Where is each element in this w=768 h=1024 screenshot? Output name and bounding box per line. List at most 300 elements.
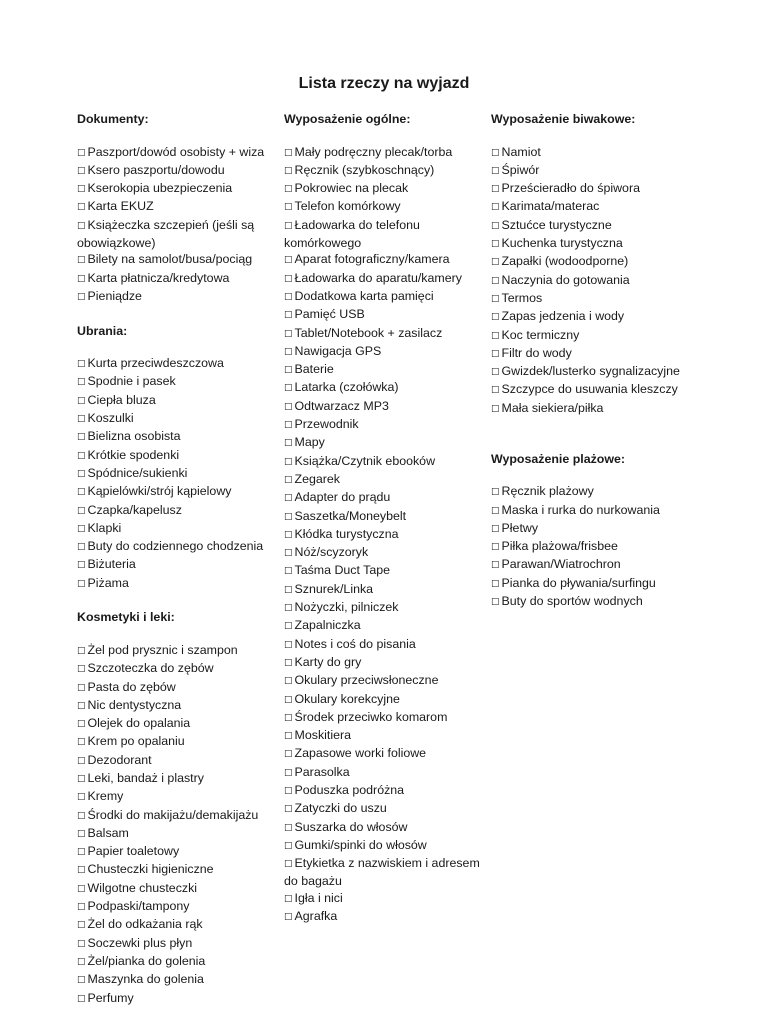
checkbox-icon[interactable]: ☐ [77,664,86,676]
checklist-item[interactable] [284,379,489,397]
checkbox-icon[interactable]: ☐ [77,487,86,499]
item-label: Telefon komórkowy [294,199,401,214]
checkbox-icon[interactable]: ☐ [77,975,86,987]
column-3 [491,111,706,611]
checklist-item[interactable] [77,843,282,861]
checkbox-icon[interactable]: ☐ [491,560,500,572]
checkbox-icon[interactable]: ☐ [77,147,86,159]
checklist-item[interactable] [491,217,706,235]
checkbox-icon[interactable]: ☐ [491,487,500,499]
checklist-item[interactable] [284,837,489,855]
checklist-item[interactable] [77,428,282,446]
checklist [491,483,706,611]
checklist-item[interactable] [491,502,706,520]
checklist-item[interactable] [77,807,282,825]
item-label: Taśma Duct Tape [294,563,391,578]
checklist-item[interactable] [77,355,282,373]
checklist-item[interactable] [77,144,282,162]
item-label: Nawigacja GPS [294,343,382,358]
checklist-item[interactable] [77,660,282,678]
checkbox-icon[interactable]: ☐ [284,621,293,633]
item-label: Naczynia do gotowania [501,272,630,287]
checkbox-icon[interactable]: ☐ [77,202,86,214]
checklist-item[interactable] [284,745,489,763]
item-label: Aparat fotograficzny/kamera [294,252,450,267]
checkbox-icon[interactable]: ☐ [284,566,293,578]
checklist-item[interactable] [491,162,706,180]
checkbox-icon[interactable]: ☐ [284,474,293,486]
checklist-item[interactable] [491,538,706,556]
section-title: Wyposażenie plażowe: [491,451,626,466]
checklist-item[interactable] [284,800,489,818]
checkbox-icon[interactable]: ☐ [284,328,293,340]
checklist-item[interactable] [77,880,282,898]
checklist-item[interactable] [77,715,282,733]
checklist-item[interactable] [491,327,706,345]
checkbox-icon[interactable]: ☐ [284,731,293,743]
checkbox-icon[interactable]: ☐ [284,657,293,669]
checkbox-icon[interactable]: ☐ [284,456,293,468]
item-label: Gwizdek/lusterko sygnalizacyjne [501,364,680,379]
checkbox-icon[interactable]: ☐ [77,505,86,517]
checklist-item[interactable] [284,288,489,306]
checklist-item[interactable] [77,752,282,770]
item-label: Wilgotne chusteczki [87,880,198,895]
item-label: Kurta przeciwdeszczowa [87,356,224,371]
item-label: Biżuteria [87,557,136,572]
checkbox-icon[interactable]: ☐ [284,712,293,724]
checkbox-icon[interactable]: ☐ [77,432,86,444]
checkbox-icon[interactable]: ☐ [284,420,293,432]
item-label: Spódnice/sukienki [87,465,188,480]
checkbox-icon[interactable]: ☐ [77,737,86,749]
checkbox-icon[interactable]: ☐ [284,584,293,596]
item-label: Czapka/kapelusz [87,502,182,517]
checklist-item[interactable] [491,400,706,418]
checklist-item[interactable] [284,544,489,562]
checkbox-icon[interactable]: ☐ [77,938,86,950]
item-label: Koc termiczny [501,327,580,342]
checklist-item[interactable] [284,599,489,617]
checkbox-icon[interactable]: ☐ [77,865,86,877]
item-label: Baterie [294,362,334,377]
item-label: Przewodnik [294,417,359,432]
item-label: Karimata/materac [501,199,600,214]
item-label: Suszarka do włosów [294,819,408,834]
checklist-item[interactable] [284,636,489,654]
checkbox-icon[interactable]: ☐ [284,184,293,196]
checkbox-icon[interactable]: ☐ [77,291,86,303]
checkbox-icon[interactable]: ☐ [77,810,86,822]
checklist-item[interactable] [77,483,282,501]
checklist-item[interactable] [284,617,489,635]
checkbox-icon[interactable]: ☐ [77,578,86,590]
checkbox-icon[interactable]: ☐ [491,165,500,177]
checkbox-icon[interactable]: ☐ [77,902,86,914]
item-label: Krem po opalaniu [87,734,185,749]
checkbox-icon[interactable]: ☐ [77,755,86,767]
item-label: Dodatkowa karta pamięci [294,288,434,303]
item-label: Ciepła bluza [87,392,156,407]
item-label: Kserokopia ubezpieczenia [87,181,233,196]
checklist-item[interactable] [491,575,706,593]
section-dokumenty [77,111,282,306]
checkbox-icon[interactable]: ☐ [77,184,86,196]
checkbox-icon[interactable]: ☐ [284,840,293,852]
item-label: Szczoteczka do zębów [87,661,214,676]
checklist-item[interactable] [77,538,282,556]
item-label: Ksero paszportu/dowodu [87,162,225,177]
item-label: Płetwy [501,520,539,535]
checklist-item[interactable] [284,855,489,890]
checklist-item[interactable] [284,908,489,926]
checkbox-icon[interactable]: ☐ [491,542,500,554]
item-label: Żel do odkażania rąk [87,917,203,932]
checkbox-icon[interactable]: ☐ [284,694,293,706]
checkbox-icon[interactable]: ☐ [284,147,293,159]
item-label: Pokrowiec na plecak [294,181,409,196]
checklist-item[interactable] [77,392,282,410]
checkbox-icon[interactable]: ☐ [284,912,293,924]
item-label: Podpaski/tampony [87,899,190,914]
checkbox-icon[interactable]: ☐ [77,255,86,267]
checkbox-icon[interactable]: ☐ [491,505,500,517]
checkbox-icon[interactable]: ☐ [491,239,500,251]
checklist-item[interactable] [77,990,282,1008]
checkbox-icon[interactable]: ☐ [491,403,500,415]
checklist-item[interactable] [284,890,489,908]
checklist-item[interactable] [77,916,282,934]
checklist-item[interactable] [491,290,706,308]
checklist-item[interactable] [284,398,489,416]
item-label: Kremy [87,789,124,804]
checkbox-icon[interactable]: ☐ [284,511,293,523]
checkbox-icon[interactable]: ☐ [284,220,293,232]
item-label: Klapki [87,520,122,535]
item-label: Igła i nici [294,890,343,905]
checkbox-icon[interactable]: ☐ [77,883,86,895]
item-label: Sznurek/Linka [294,581,374,596]
checklist-item[interactable] [77,642,282,660]
checkbox-icon[interactable]: ☐ [491,312,500,324]
item-label: Pamięć USB [294,307,365,322]
checklist-item[interactable] [491,483,706,501]
checkbox-icon[interactable]: ☐ [284,859,293,871]
checkbox-icon[interactable]: ☐ [491,367,500,379]
checklist-item[interactable] [77,447,282,465]
checklist-item[interactable] [284,727,489,745]
checkbox-icon[interactable]: ☐ [284,165,293,177]
item-label: Nic dentystyczna [87,697,182,712]
checkbox-icon[interactable]: ☐ [77,468,86,480]
checkbox-icon[interactable]: ☐ [491,385,500,397]
checkbox-icon[interactable]: ☐ [491,184,500,196]
checkbox-icon[interactable]: ☐ [284,365,293,377]
column-1 [77,111,282,1008]
checklist-item[interactable] [284,672,489,690]
checklist-item[interactable] [77,217,282,252]
checkbox-icon[interactable]: ☐ [491,202,500,214]
item-label: Dezodorant [87,752,152,767]
checklist-item[interactable] [284,144,489,162]
checkbox-icon[interactable]: ☐ [491,578,500,590]
checkbox-icon[interactable]: ☐ [491,330,500,342]
item-label: Maska i rurka do nurkowania [501,502,660,517]
item-label: Szczypce do usuwania kleszczy [501,382,678,397]
item-label: Środek przeciwko komarom [294,709,448,724]
item-label: Karta EKUZ [87,199,154,214]
item-label: Notes i coś do pisania [294,636,416,651]
checkbox-icon[interactable]: ☐ [284,346,293,358]
item-label: Pianka do pływania/surfingu [501,575,656,590]
checklist-item[interactable] [284,526,489,544]
item-label: Mały podręczny plecak/torba [294,144,453,159]
checkbox-icon[interactable]: ☐ [284,273,293,285]
checklist-item[interactable] [491,253,706,271]
item-label: Sztućce turystyczne [501,217,612,232]
checklist-item[interactable] [491,345,706,363]
page-title: Lista rzeczy na wyjazd [298,75,470,92]
checkbox-icon[interactable]: ☐ [77,220,86,232]
checkbox-icon[interactable]: ☐ [77,273,86,285]
checkbox-icon[interactable]: ☐ [284,438,293,450]
checkbox-icon[interactable]: ☐ [284,529,293,541]
checkbox-icon[interactable]: ☐ [491,348,500,360]
checkbox-icon[interactable]: ☐ [77,542,86,554]
checklist-item[interactable] [284,709,489,727]
checklist-item[interactable] [77,502,282,520]
checkbox-icon[interactable]: ☐ [491,257,500,269]
checklist-item[interactable] [284,691,489,709]
item-label: Ładowarka do aparatu/kamery [294,270,462,285]
item-label: Bielizna osobista [87,429,181,444]
checklist [77,355,282,593]
checkbox-icon[interactable]: ☐ [77,523,86,535]
checkbox-icon[interactable]: ☐ [77,165,86,177]
item-label: Ręcznik plażowy [501,484,594,499]
checklist-item[interactable] [491,381,706,399]
checklist-item[interactable] [77,953,282,971]
checkbox-icon[interactable]: ☐ [77,847,86,859]
checkbox-icon[interactable]: ☐ [491,275,500,287]
checklist-item[interactable] [77,788,282,806]
checklist-item[interactable] [491,520,706,538]
checkbox-icon[interactable]: ☐ [77,395,86,407]
checkbox-icon[interactable]: ☐ [284,639,293,651]
item-label: Karty do gry [294,654,362,669]
item-label: Mapy [294,435,325,450]
item-label: Nożyczki, pilniczek [294,600,399,615]
checklist-item[interactable] [77,733,282,751]
checkbox-icon[interactable]: ☐ [77,920,86,932]
item-label: Mała siekiera/piłka [501,400,604,415]
checkbox-icon[interactable]: ☐ [77,956,86,968]
checkbox-icon[interactable]: ☐ [284,785,293,797]
checklist-item[interactable] [491,180,706,198]
checkbox-icon[interactable]: ☐ [77,645,86,657]
section-title: Kosmetyki i leki: [77,610,175,625]
checklist-item[interactable] [284,198,489,216]
checkbox-icon[interactable]: ☐ [491,220,500,232]
checklist-item[interactable] [284,270,489,288]
item-label: Karta płatnicza/kredytowa [87,270,230,285]
checklist-item[interactable] [284,489,489,507]
checkbox-icon[interactable]: ☐ [284,749,293,761]
checkbox-icon[interactable]: ☐ [284,202,293,214]
item-label: Zapalniczka [294,618,361,633]
checklist-item[interactable] [284,416,489,434]
checkbox-icon[interactable]: ☐ [284,401,293,413]
checklist-item[interactable] [77,898,282,916]
section-kosmetyki-i-leki [77,609,282,1008]
checklist-item[interactable] [77,575,282,593]
checkbox-icon[interactable]: ☐ [284,548,293,560]
item-label: Śpiwór [501,162,540,177]
checklist-item[interactable] [77,520,282,538]
checklist [491,144,706,418]
checkbox-icon[interactable]: ☐ [284,804,293,816]
checklist-item[interactable] [77,288,282,306]
checkbox-icon[interactable]: ☐ [491,147,500,159]
item-label: Piłka plażowa/frisbee [501,539,618,554]
checkbox-icon[interactable]: ☐ [77,359,86,371]
checkbox-icon[interactable]: ☐ [284,383,293,395]
checkbox-icon[interactable]: ☐ [284,255,293,267]
item-label: Balsam [87,825,129,840]
item-label: Poduszka podróżna [294,782,405,797]
checkbox-icon[interactable]: ☐ [284,893,293,905]
checkbox-icon[interactable]: ☐ [284,822,293,834]
checkbox-icon[interactable]: ☐ [284,767,293,779]
item-label: Kłódka turystyczna [294,526,399,541]
checklist-item[interactable] [77,465,282,483]
checklist-item[interactable] [284,562,489,580]
checklist-item[interactable] [491,363,706,381]
checkbox-icon[interactable]: ☐ [491,293,500,305]
checklist-item[interactable] [77,679,282,697]
checklist-item[interactable] [77,180,282,198]
checkbox-icon[interactable]: ☐ [284,493,293,505]
checklist-item[interactable] [284,251,489,269]
checklist-item[interactable] [284,325,489,343]
checklist-item[interactable] [491,235,706,253]
item-label: Nóż/scyzoryk [294,545,369,560]
checkbox-icon[interactable]: ☐ [77,993,86,1005]
checklist-item[interactable] [77,270,282,288]
checklist-item[interactable] [491,198,706,216]
checklist-item[interactable] [491,556,706,574]
item-label: Spodnie i pasek [87,374,176,389]
item-label: Olejek do opalania [87,716,191,731]
checkbox-icon[interactable]: ☐ [77,560,86,572]
item-label: Kąpielówki/strój kąpielowy [87,484,232,499]
checklist-item[interactable] [284,361,489,379]
checklist-item[interactable] [284,434,489,452]
checklist-item[interactable] [284,819,489,837]
item-label: Filtr do wody [501,345,572,360]
checkbox-icon[interactable]: ☐ [284,291,293,303]
checkbox-icon[interactable]: ☐ [77,377,86,389]
item-label: Okulary korekcyjne [294,691,400,706]
checkbox-icon[interactable]: ☐ [77,414,86,426]
checklist [77,642,282,1008]
item-label: Koszulki [87,411,134,426]
item-label: Zapałki (wodoodporne) [501,254,629,269]
checklist-item[interactable] [77,198,282,216]
checkbox-icon[interactable]: ☐ [77,450,86,462]
section-title: Dokumenty: [77,112,149,126]
checkbox-icon[interactable]: ☐ [491,523,500,535]
item-label: Piżama [87,575,129,590]
checklist-item[interactable] [77,770,282,788]
item-label: Krótkie spodenki [87,447,180,462]
checklist-item[interactable] [284,654,489,672]
checkbox-icon[interactable]: ☐ [77,682,86,694]
item-label: Odtwarzacz MP3 [294,398,389,413]
checkbox-icon[interactable]: ☐ [284,603,293,615]
item-label: Środki do makijażu/demakijażu [87,807,259,822]
item-label: Buty do sportów wodnych [501,594,643,609]
checkbox-icon[interactable]: ☐ [77,719,86,731]
item-label: Chusteczki higieniczne [87,862,214,877]
section-ubrania [77,323,282,593]
checklist-item[interactable] [77,251,282,269]
item-label: Buty do codziennego chodzenia [87,539,264,554]
checkbox-icon[interactable]: ☐ [77,792,86,804]
checkbox-icon[interactable]: ☐ [491,597,500,609]
item-label: Okulary przeciwsłoneczne [294,673,439,688]
checklist-item[interactable] [284,508,489,526]
checklist-item[interactable] [77,935,282,953]
item-label: Prześcieradło do śpiwora [501,181,640,196]
checklist-item[interactable] [77,697,282,715]
checklist-item[interactable] [284,162,489,180]
checkbox-icon[interactable]: ☐ [284,310,293,322]
checklist-item[interactable] [77,861,282,879]
item-label: Tablet/Notebook + zasilacz [294,325,443,340]
checklist-item[interactable] [491,272,706,290]
item-label: Papier toaletowy [87,844,180,859]
checklist-item[interactable] [491,308,706,326]
checklist-item[interactable] [491,593,706,611]
checklist-item[interactable] [284,782,489,800]
checkbox-icon[interactable]: ☐ [77,773,86,785]
checklist-item[interactable] [77,162,282,180]
checklist-item[interactable] [284,217,489,252]
checklist-item[interactable] [284,471,489,489]
item-label: Namiot [501,144,541,159]
checklist-item[interactable] [284,343,489,361]
item-label: Agrafka [294,909,338,924]
checklist-item[interactable] [284,306,489,324]
checklist-item[interactable] [284,180,489,198]
checklist-item[interactable] [77,556,282,574]
checklist-item[interactable] [77,825,282,843]
checklist-item[interactable] [284,453,489,471]
checkbox-icon[interactable]: ☐ [284,676,293,688]
checklist-item[interactable] [77,410,282,428]
checklist-item[interactable] [77,373,282,391]
section-wyposazenie-biwakowe [491,111,706,418]
checklist-item[interactable] [491,144,706,162]
checklist-item[interactable] [77,971,282,989]
checklist-item[interactable] [284,764,489,782]
checkbox-icon[interactable]: ☐ [77,828,86,840]
checklist-item[interactable] [284,581,489,599]
item-label: Latarka (czołówka) [294,380,399,395]
checkbox-icon[interactable]: ☐ [77,700,86,712]
item-label: Parawan/Wiatrochron [501,557,621,572]
